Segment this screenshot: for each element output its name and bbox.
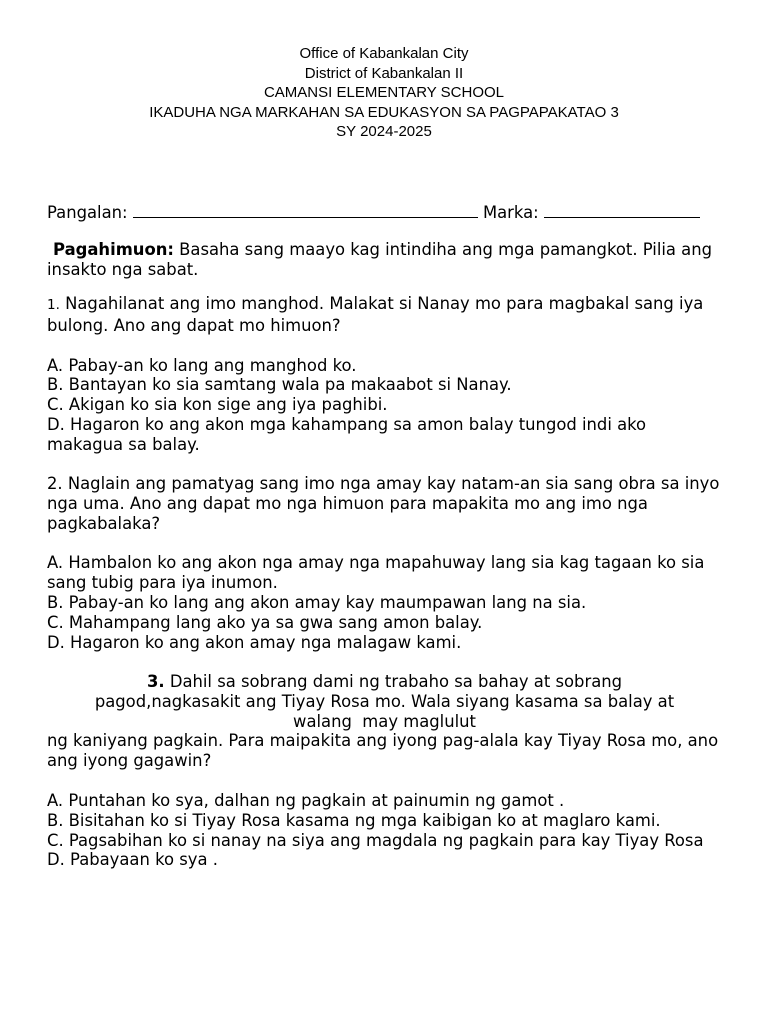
score-label: Marka: bbox=[482, 203, 539, 222]
question-text: Naglain ang pamatyag sang imo nga amay kay natam-an sia sang obra sa inyo nga uma. Ano ang dapat mo nga himuon para mapakita mo ang imo nga pagkabalaka? bbox=[47, 474, 720, 533]
instructions-text: Basaha sang maayo kag intindiha ang mga pamangkot. Pilia ang insakto nga sabat. bbox=[47, 240, 713, 279]
choice-c: C. Pagsabihan ko si nanay na siya ang magdala ng pagkain para kay Tiyay Rosa bbox=[47, 830, 704, 850]
exam-title: IKADUHA NGA MARKAHAN SA EDUKASYON SA PAGPAPAKATAO 3 bbox=[149, 103, 619, 121]
choice-c: C. Mahampang lang ako ya sa gwa sang amon balay. bbox=[47, 612, 483, 632]
choice-c: C. Akigan ko sia kon sige ang iya paghibi. bbox=[47, 395, 388, 415]
question-3-prompt-line-2: pagod,nagkasakit ang Tiyay Rosa mo. Wala siyang kasama sa balay at bbox=[94, 691, 675, 711]
question-2-prompt bbox=[47, 474, 722, 533]
instructions bbox=[47, 240, 722, 280]
question-1-prompt bbox=[47, 294, 722, 336]
question-3-prompt-rest: ng kaniyang pagkain. Para maipakita ang iyong pag-alala kay Tiyay Rosa mo, ano ang iyong gagawin? bbox=[47, 731, 719, 771]
choice-d: D. Hagaron ko ang akon mga kahampang sa amon balay tungod indi ako makagua sa balay. bbox=[47, 414, 647, 454]
choice-d: D. Pabayaan ko sya . bbox=[47, 850, 218, 870]
question-text: Dahil sa sobrang dami ng trabaho sa bahay at sobrang bbox=[169, 672, 623, 691]
score-blank-line[interactable] bbox=[544, 203, 700, 218]
name-score-row bbox=[47, 203, 727, 223]
question-3 bbox=[47, 672, 722, 870]
name-label: Pangalan: bbox=[47, 203, 128, 222]
question-3-prompt-line-3: walang may maglulut bbox=[293, 711, 476, 731]
question-number: 1. bbox=[47, 297, 60, 313]
question-3-prompt-line-1 bbox=[47, 672, 722, 692]
question-1 bbox=[47, 294, 722, 455]
choice-a: A. Hambalon ko ang akon nga amay nga mapahuway lang sia kag tagaan ko sia sang tubig para iya inumon. bbox=[47, 553, 705, 593]
office-name: Office of Kabankalan City bbox=[299, 45, 469, 62]
district-name: District of Kabankalan II bbox=[304, 64, 464, 82]
choice-d: D. Hagaron ko ang akon amay nga malagaw kami. bbox=[47, 632, 462, 652]
question-2 bbox=[47, 474, 722, 652]
choice-b: B. Bisitahan ko si Tiyay Rosa kasama ng mga kaibigan ko at maglaro kami. bbox=[47, 810, 661, 830]
name-blank-line[interactable] bbox=[133, 203, 478, 218]
choice-b: B. Bantayan ko sia samtang wala pa makaabot si Nanay. bbox=[47, 375, 512, 395]
school-year: SY 2024-2025 bbox=[336, 123, 432, 140]
choice-b: B. Pabay-an ko lang ang akon amay kay maumpawan lang na sia. bbox=[47, 592, 587, 612]
instructions-label: Pagahimuon: bbox=[53, 240, 174, 259]
question-number: 3. bbox=[146, 672, 165, 691]
question-number: 2. bbox=[47, 474, 63, 493]
school-name: CAMANSI ELEMENTARY SCHOOL bbox=[263, 84, 505, 101]
choice-a: A. Pabay-an ko lang ang manghod ko. bbox=[47, 355, 357, 375]
choice-a: A. Puntahan ko sya, dalhan ng pagkain at painumin ng gamot . bbox=[47, 790, 565, 810]
question-text: Nagahilanat ang imo manghod. Malakat si Nanay mo para magbakal sang iya bulong. Ano ang dapat mo himuon? bbox=[47, 294, 704, 335]
document-header bbox=[0, 44, 768, 142]
